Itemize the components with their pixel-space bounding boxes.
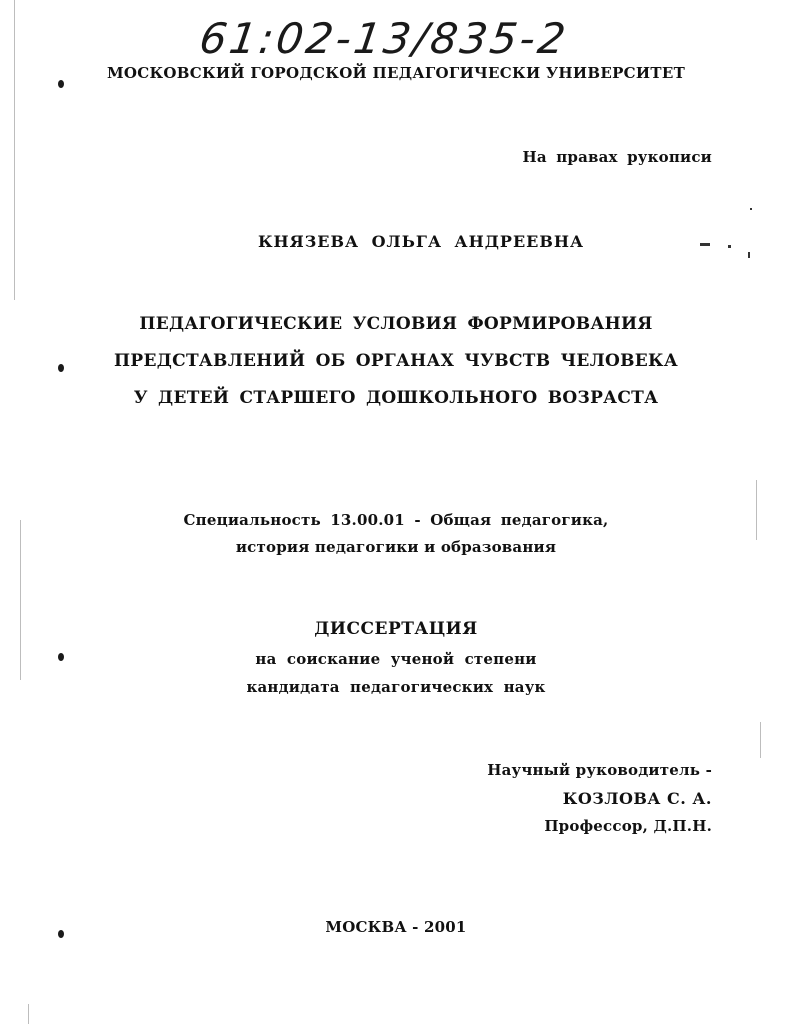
scan-edge-mark (756, 480, 757, 540)
author-name: КНЯЗЕВА ОЛЬГА АНДРЕЕВНА (257, 232, 585, 251)
dissertation-title-line: ПЕДАГОГИЧЕСКИЕ УСЛОВИЯ ФОРМИРОВАНИЯ (139, 314, 653, 334)
city-year: МОСКВА - 2001 (325, 918, 467, 936)
specialty-line: Специальность 13.00.01 - Общая педагогика, (183, 511, 609, 529)
supervisor-title: Профессор, Д.П.Н. (544, 817, 712, 835)
handwritten-archive-code: 61:02-13/835-2 (196, 14, 572, 63)
scan-edge-mark (28, 1004, 29, 1024)
specialty-line: история педагогики и образования (235, 538, 557, 556)
rights-note: На правах рукописи (522, 148, 712, 166)
scan-edge-mark (760, 722, 761, 758)
scan-speck (750, 208, 752, 210)
dissertation-title-line: ПРЕДСТАВЛЕНИЙ ОБ ОРГАНАХ ЧУВСТВ ЧЕЛОВЕКА (114, 351, 678, 371)
degree-line: кандидата педагогических наук (246, 678, 546, 696)
degree-line: на соискание ученой степени (255, 650, 537, 668)
scan-edge-mark (14, 0, 15, 300)
dissertation-title-line: У ДЕТЕЙ СТАРШЕГО ДОШКОЛЬНОГО ВОЗРАСТА (133, 388, 659, 408)
university-name: МОСКОВСКИЙ ГОРОДСКОЙ ПЕДАГОГИЧЕСКИ УНИВЕРСИТЕТ (106, 64, 686, 82)
scan-speck (748, 252, 750, 258)
supervisor-name: КОЗЛОВА С. А. (562, 789, 712, 808)
supervisor-label: Научный руководитель - (487, 761, 712, 779)
dissertation-heading: ДИССЕРТАЦИЯ (314, 619, 478, 639)
